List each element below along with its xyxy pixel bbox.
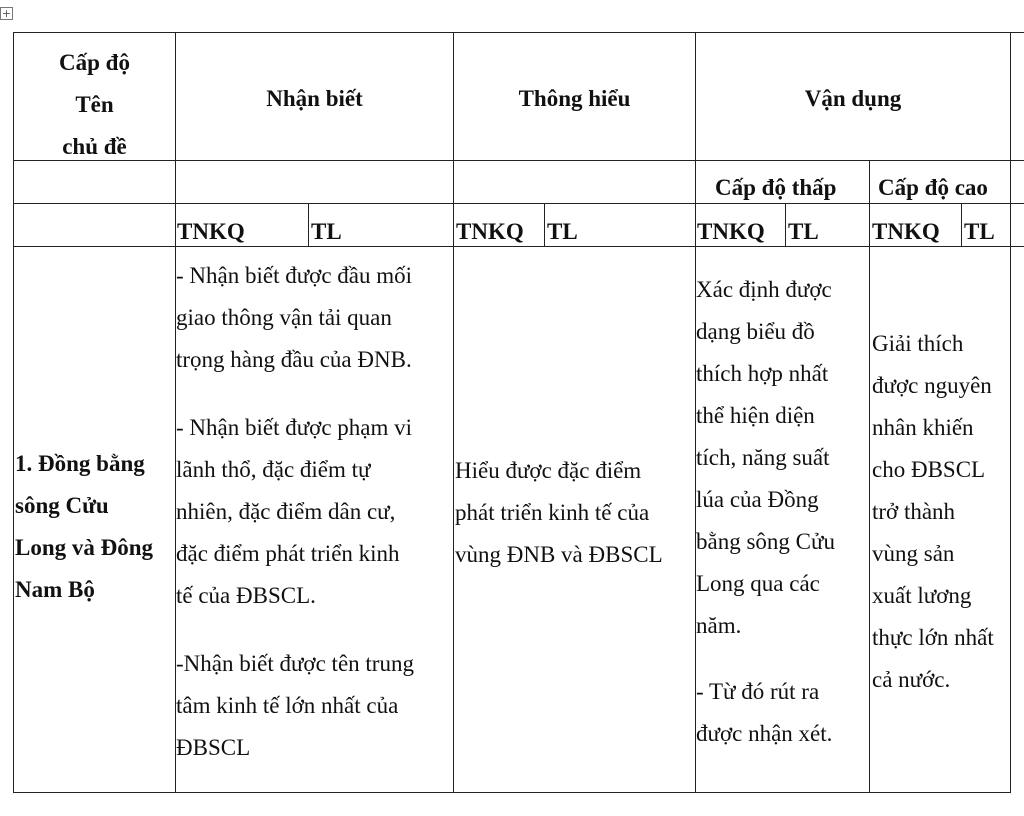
text-line: lãnh thổ, đặc điểm tự: [176, 457, 371, 482]
tl-header: TL: [788, 219, 819, 244]
cap-do-thap-paragraph: [696, 269, 869, 647]
text-line: đặc điểm phát triển kinh: [176, 541, 400, 566]
text-line: vùng ĐNB và ĐBSCL: [455, 542, 663, 567]
header-line: chủ đề: [62, 134, 127, 159]
cap-do-thap-paragraph: [696, 671, 869, 755]
text-line: bằng sông Cửu: [696, 529, 835, 554]
text-line: nhiên, đặc điểm dân cư,: [176, 499, 396, 524]
text-line: lúa của Đồng: [696, 487, 819, 512]
nhan-biet-paragraph: [176, 255, 453, 381]
text-line: được nhận xét.: [696, 721, 833, 746]
nhan-biet-header: Nhận biết: [266, 86, 363, 111]
tl-header: TL: [964, 219, 995, 244]
table-line: [544, 203, 545, 247]
text-line: Xác định được: [696, 277, 832, 302]
tnkq-header: TNKQ: [177, 219, 245, 244]
text-line: Long và Đông: [15, 535, 154, 560]
tnkq-header: TNKQ: [872, 219, 940, 244]
tnkq-header: TNKQ: [456, 219, 524, 244]
van-dung-header: Vận dụng: [804, 86, 902, 111]
text-line: cả nước.: [872, 667, 951, 692]
topic-cell: [15, 443, 175, 611]
text-line: -Nhận biết được tên trung: [176, 651, 414, 676]
cap-do-thap-cell: [696, 269, 869, 755]
text-line: cho ĐBSCL: [872, 457, 986, 482]
text-line: Nam Bộ: [15, 577, 95, 602]
table-line: [13, 246, 1024, 247]
table-line: [961, 203, 962, 247]
table-line: [785, 203, 786, 247]
tl-header: TL: [547, 219, 578, 244]
text-line: xuất lương: [872, 583, 972, 608]
text-line: được nguyên: [872, 373, 992, 398]
text-line: - Nhận biết được đầu mối: [176, 263, 413, 288]
text-line: tâm kinh tế lớn nhất của: [176, 693, 399, 718]
text-line: dạng biểu đồ: [696, 319, 815, 344]
table-line: [308, 203, 309, 247]
text-line: giao thông vận tải quan: [176, 305, 392, 330]
table-line: [869, 160, 870, 793]
cap-do-cao-cell: [872, 323, 1012, 701]
cap-do-thap-header: Cấp độ thấp: [715, 175, 837, 200]
text-line: thể hiện diện: [696, 403, 815, 428]
nhan-biet-cell: [176, 255, 453, 769]
table-border-top: [13, 32, 1024, 33]
text-line: 1. Đồng bằng: [15, 451, 145, 476]
text-line: sông Cửu: [15, 493, 109, 518]
text-line: thực lớn nhất: [872, 625, 994, 650]
text-line: nhân khiến: [872, 415, 974, 440]
text-line: tích, năng suất: [696, 445, 830, 470]
cap-do-cao-header: Cấp độ cao: [878, 175, 988, 200]
text-line: - Từ đó rút ra: [696, 679, 820, 704]
text-line: Hiểu được đặc điểm: [455, 458, 642, 483]
text-line: Giải thích: [872, 331, 964, 356]
table-border-bottom: [13, 792, 1011, 793]
topic-column-header: [14, 42, 175, 168]
text-line: thích hợp nhất: [696, 361, 829, 386]
text-line: năm.: [696, 613, 742, 638]
thong-hieu-header: Thông hiểu: [518, 86, 631, 111]
text-line: trở thành: [872, 499, 956, 524]
text-line: tế của ĐBSCL.: [176, 583, 316, 608]
table-move-handle-icon[interactable]: +: [1, 7, 12, 20]
thong-hieu-cell: [455, 450, 695, 576]
tnkq-header: TNKQ: [697, 219, 765, 244]
text-line: vùng sản: [872, 541, 955, 566]
text-line: phát triển kinh tế của: [455, 500, 650, 525]
text-line: - Nhận biết được phạm vi: [176, 415, 413, 440]
text-line: trọng hàng đầu của ĐNB.: [176, 347, 412, 372]
text-line: Long qua các: [696, 571, 820, 596]
table-line: [453, 32, 454, 793]
nhan-biet-paragraph: [176, 643, 453, 769]
text-line: ĐBSCL: [176, 735, 251, 760]
header-line: Tên: [75, 92, 114, 117]
table-line: [13, 203, 1024, 204]
tl-header: TL: [311, 219, 342, 244]
header-line: Cấp độ: [59, 50, 130, 75]
nhan-biet-paragraph: [176, 407, 453, 617]
